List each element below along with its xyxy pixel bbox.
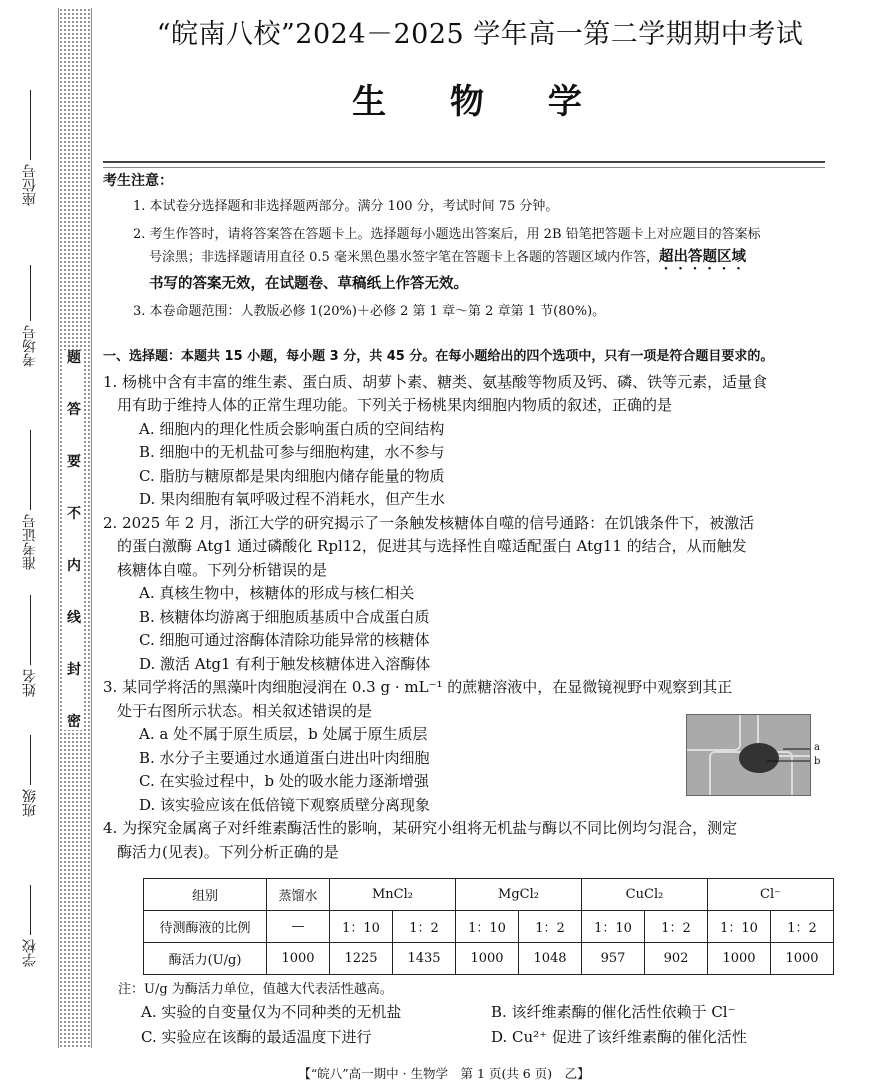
table-cell: 1：10 (582, 911, 645, 943)
q3-stem-2: 处于右图所示状态。相关叙述错误的是 (117, 701, 373, 720)
class-label: 班级 (22, 789, 38, 817)
q4-stem-1: 4. 为探究金属离子对纤维素酶活性的影响，某研究小组将无机盐与酶以不同比例均匀混合，测定 (103, 819, 738, 837)
exam-room-label: 考场号 (22, 325, 38, 367)
table-cell: 1048 (519, 943, 582, 975)
exam-title: “皖南八校”2024－2025 学年高一第二学期期中考试 (156, 19, 804, 50)
school-field[interactable] (18, 885, 42, 971)
q4-option-a[interactable]: A. 实验的自变量仅为不同种类的无机盐 (141, 1003, 402, 1021)
table-cell: 1：10 (456, 911, 519, 943)
table-note: 注：U/g 为酶活力单位，值越大代表活性越高。 (118, 982, 393, 997)
notice-item-2b-text: 号涂黑；非选择题请用直径 0.5 毫米黑色墨水签字笔在答题卡上各题的答题区域内作答， (149, 250, 659, 265)
header-group: 组别 (144, 879, 267, 911)
table-cell: 1225 (330, 943, 393, 975)
table-cell: 1：2 (519, 911, 582, 943)
exam-notice (103, 170, 831, 329)
seal-char: 答 (67, 402, 81, 418)
q4-option-c[interactable]: C. 实验应在该酶的最适温度下进行 (141, 1028, 372, 1046)
row-label-ratio: 待测酶液的比例 (144, 911, 267, 943)
header-mncl2: MnCl₂ (330, 879, 456, 911)
seal-char: 密 (67, 714, 81, 730)
school-label: 学校 (22, 939, 38, 967)
seal-char: 封 (67, 662, 81, 678)
seat-number-field[interactable] (18, 90, 42, 210)
pointer-lines (687, 715, 810, 795)
table-cell: 1000 (708, 943, 771, 975)
q3-stem-1: 3. 某同学将活的黑藻叶肉细胞浸润在 0.3 g · mL⁻¹ 的蔗糖溶液中，在显微镜视野中观察到其正 (103, 678, 733, 696)
q1-option-a[interactable]: A. 细胞内的理化性质会影响蛋白质的空间结构 (139, 419, 445, 438)
q2-option-b[interactable]: B. 核糖体均游离于细胞质基质中合成蛋白质 (139, 607, 430, 626)
header-cl: Cl⁻ (708, 879, 834, 911)
header-water: 蒸馏水 (267, 879, 330, 911)
header-mgcl2: MgCl₂ (456, 879, 582, 911)
table-cell: 957 (582, 943, 645, 975)
table-cell: — (267, 911, 330, 943)
seal-char: 不 (67, 506, 81, 522)
page-footer: 【“皖八”高一期中 · 生物学 第 1 页(共 6 页) 乙】 (298, 1066, 590, 1081)
q2-stem-2: 的蛋白激酶 Atg1 通过磷酸化 Rpl12，促进其与选择性自噬适配蛋白 Atg11 的结合，从而触发 (117, 537, 747, 555)
q3-option-c[interactable]: C. 在实验过程中，b 处的吸水能力逐渐增强 (139, 772, 429, 790)
notice-item-2c: 书写的答案无效，在试题卷、草稿纸上作答无效。 (149, 276, 468, 292)
label-a: a (814, 742, 820, 753)
notice-item-3: 3. 本卷命题范围：人教版必修 1(20%)＋必修 2 第 1 章～第 2 章第 1 节(80%)。 (133, 304, 606, 319)
seal-char: 题 (67, 350, 81, 366)
q2-stem-1: 2. 2025 年 2 月，浙江大学的研究揭示了一条触发核糖体自噬的信号通路：在饥饿条件下，被激活 (103, 513, 755, 532)
seal-char: 内 (67, 558, 81, 574)
subject-title: 生 物 学 (352, 82, 608, 122)
table-cell: 1：2 (393, 911, 456, 943)
q4-option-d[interactable]: D. Cu²⁺ 促进了该纤维素酶的催化活性 (491, 1028, 747, 1046)
seal-char: 线 (67, 610, 81, 626)
table-cell: 902 (645, 943, 708, 975)
row-label-activity: 酶活力(U/g) (144, 943, 267, 975)
exam-room-field[interactable] (18, 265, 42, 371)
admission-number-field[interactable] (18, 430, 42, 574)
q1-option-d[interactable]: D. 果肉细胞有氧呼吸过程不消耗水，但产生水 (139, 490, 446, 508)
label-b: b (814, 756, 821, 767)
q3-option-b[interactable]: B. 水分子主要通过水通道蛋白进出叶肉细胞 (139, 748, 430, 767)
table-cell: 1：2 (645, 911, 708, 943)
table-cell: 1000 (771, 943, 834, 975)
q4-option-b[interactable]: B. 该纤维素酶的催化活性依赖于 Cl⁻ (491, 1003, 736, 1021)
notice-item-2b (103, 246, 831, 273)
q4-options-row (103, 1000, 831, 1025)
notice-item-2a: 2. 考生作答时，请将答案答在答题卡上。选择题每小题选出答案后，用 2B 铅笔把答题卡上对应题目的答案标 (133, 227, 761, 242)
q1-stem-1: 1. 杨桃中含有丰富的维生素、蛋白质、胡萝卜素、糖类、氨基酸等物质及钙、磷、铁等元素，适量食 (103, 372, 768, 391)
seat-number-label: 座位号 (22, 164, 38, 206)
q4-options-row (103, 1025, 831, 1050)
q2-option-d[interactable]: D. 激活 Atg1 有利于触发核糖体进入溶酶体 (139, 654, 431, 673)
table-header-row (144, 879, 834, 911)
q1-stem-2: 用有助于维持人体的正常生理功能。下列关于杨桃果肉细胞内物质的叙述，正确的是 (117, 396, 673, 414)
table-cell: 1000 (267, 943, 330, 975)
q3-option-a[interactable]: A. a 处不属于原生质层，b 处属于原生质层 (139, 725, 428, 743)
q1-option-c[interactable]: C. 脂肪与糖原都是果肉细胞内储存能量的物质 (139, 466, 445, 485)
table-cell: 1435 (393, 943, 456, 975)
notice-item-2b-emphasis: 超出答题区域 (658, 249, 746, 265)
table-cell: 1000 (456, 943, 519, 975)
q2-option-a[interactable]: A. 真核生物中，核糖体的形成与核仁相关 (139, 584, 415, 602)
q4-stem-2: 酶活力(见表)。下列分析正确的是 (117, 842, 339, 861)
seal-char: 要 (67, 454, 81, 470)
q1-option-b[interactable]: B. 细胞中的无机盐可参与细胞构建，水不参与 (139, 443, 445, 461)
table-cell: 1：10 (330, 911, 393, 943)
q2-option-c[interactable]: C. 细胞可通过溶酶体清除功能异常的核糖体 (139, 631, 430, 649)
class-field[interactable] (18, 735, 42, 821)
section-heading: 一、选择题：本题共 15 小题，每小题 3 分，共 45 分。在每小题给出的四个选项中，只有一项是符合题目要求的。 (103, 349, 774, 364)
table-row (144, 943, 834, 975)
table-cell: 1：2 (771, 911, 834, 943)
enzyme-activity-table (143, 878, 834, 975)
table-row (144, 911, 834, 943)
notice-item-1: 1. 本试卷分选择题和非选择题两部分。满分 100 分，考试时间 75 分钟。 (133, 199, 559, 214)
header-cucl2: CuCl₂ (582, 879, 708, 911)
q4-options (103, 1000, 831, 1050)
header-rule (103, 161, 825, 168)
table-cell: 1：10 (708, 911, 771, 943)
q3-option-d[interactable]: D. 该实验应该在低倍镜下观察质壁分离现象 (139, 795, 431, 814)
q2-stem-3: 核糖体自噬。下列分析错误的是 (117, 560, 328, 579)
name-label: 姓名 (22, 669, 38, 697)
cell-micrograph (686, 714, 811, 796)
notice-heading: 考生注意： (103, 173, 173, 189)
seal-line-text (64, 350, 84, 730)
admission-number-label: 准考证号 (22, 514, 38, 570)
name-field[interactable] (18, 595, 42, 701)
